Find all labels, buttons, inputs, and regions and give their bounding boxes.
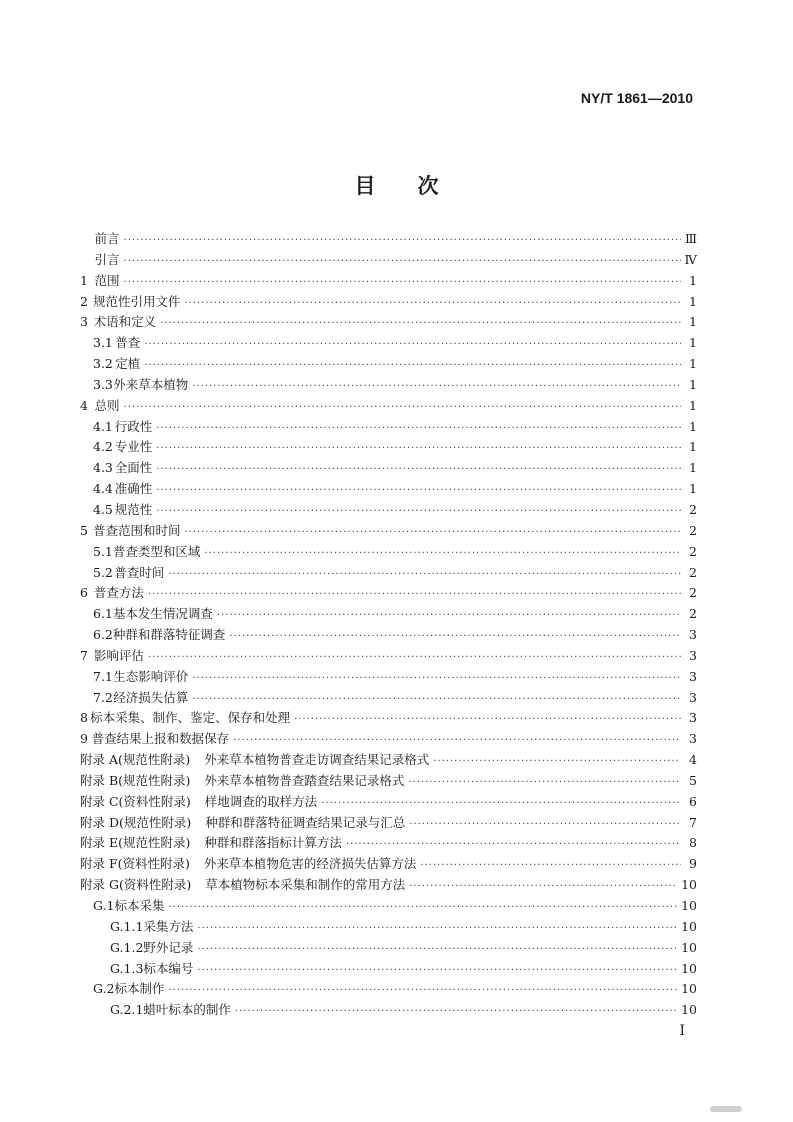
toc-entry-number: 附录 D(规范性附录) [80, 814, 192, 830]
toc-entry-label: 前言 [94, 231, 120, 246]
toc-entry-number: 附录 F(资料性附录) [80, 856, 190, 872]
toc-entry[interactable] [80, 375, 697, 396]
toc-entry-page: 6 [689, 793, 697, 809]
toc-entry-label: 蜡叶标本的制作 [143, 1002, 231, 1018]
toc-entry-number: 3 [80, 314, 88, 330]
toc-entry[interactable] [80, 604, 697, 625]
toc-dot-leader [156, 439, 681, 460]
toc-entry[interactable] [80, 771, 697, 792]
toc-dot-leader [168, 981, 677, 1002]
toc-entry-label: 规范性引用文件 [92, 293, 181, 309]
toc-dot-leader [124, 252, 681, 273]
toc-entry[interactable] [80, 708, 697, 729]
toc-entry[interactable] [80, 437, 697, 458]
toc-dot-leader [144, 356, 681, 377]
toc-entry-number: 5.1 [93, 543, 113, 559]
toc-entry-number: 3.2 [93, 356, 113, 372]
scan-mark [710, 1106, 742, 1112]
toc-dot-leader [235, 1002, 677, 1023]
toc-entry-page: 3 [689, 668, 697, 684]
toc-dot-leader [409, 815, 681, 836]
toc-entry-label: 总则 [94, 397, 120, 413]
toc-entry-page: 4 [689, 752, 697, 768]
toc-entry[interactable] [80, 833, 697, 854]
toc-entry-number: 2 [80, 293, 88, 309]
toc-entry-number: 7 [80, 647, 88, 663]
toc-entry-label: 外来草本植物危害的经济损失估算方法 [203, 856, 417, 872]
toc-entry-number: 3.1 [93, 335, 113, 351]
toc-dot-leader [148, 585, 681, 606]
toc-entry-page: 1 [689, 356, 697, 372]
toc-entry-label: 标本采集 [114, 898, 165, 913]
toc-entry[interactable] [80, 500, 697, 521]
toc-entry-number: G.1.2 [110, 939, 144, 955]
toc-entry[interactable] [80, 271, 697, 292]
toc-entry[interactable] [80, 729, 697, 750]
toc-entry-page: 3 [689, 627, 697, 643]
toc-entry-number: 5 [80, 522, 88, 538]
toc-entry-label: 基本发生情况调查 [112, 606, 213, 622]
toc-dot-leader [408, 773, 681, 794]
toc-entry[interactable] [80, 333, 697, 354]
toc-entry[interactable] [80, 563, 697, 584]
toc-entry[interactable] [80, 667, 697, 688]
toc-dot-leader [192, 669, 681, 690]
toc-entry-number: 4.3 [93, 460, 113, 476]
toc-entry-page: 10 [681, 1002, 697, 1018]
toc-dot-leader [124, 231, 681, 252]
toc-entry-number: 4 [80, 397, 88, 413]
toc-entry-number: G.1 [93, 898, 115, 913]
toc-entry-page: 1 [689, 272, 697, 288]
toc-dot-leader [197, 940, 677, 961]
toc-entry-label: 普查类型和区域 [112, 543, 201, 559]
toc-entry[interactable] [80, 583, 697, 604]
toc-entry[interactable] [80, 792, 697, 813]
toc-dot-leader [346, 835, 681, 856]
toc-entry-number: 附录 B(规范性附录) [80, 772, 191, 788]
toc-entry-label: 种群和群落特征调查 [112, 627, 226, 643]
toc-entry[interactable] [80, 917, 697, 938]
toc-entry-label: 外来草本植物普查踏查结果记录格式 [204, 772, 405, 788]
toc-entry-page: 8 [689, 835, 697, 851]
toc-entry-page: 2 [689, 543, 697, 559]
toc-entry-page: 10 [681, 898, 697, 913]
toc-dot-leader [204, 544, 681, 565]
toc-dot-leader [197, 961, 677, 982]
toc-entry-number: 7.1 [93, 668, 113, 684]
toc-dot-leader [124, 273, 681, 294]
toc-entry-number: 4.4 [93, 481, 113, 497]
toc-entry-label: 野外记录 [143, 939, 194, 955]
toc-entry-number: 8 [80, 710, 88, 726]
toc-entry-label: 外来草本植物 [113, 376, 189, 392]
table-of-contents [80, 229, 697, 1021]
toc-entry-number: 4.1 [93, 418, 113, 434]
toc-entry-number: 附录 A(规范性附录) [80, 752, 191, 768]
page-title: 目次 [354, 174, 481, 198]
toc-entry-number: 5.2 [93, 564, 113, 580]
toc-entry[interactable] [80, 979, 697, 1000]
toc-entry-page: 7 [689, 814, 697, 830]
toc-entry-page: 1 [689, 481, 697, 497]
toc-dot-leader [192, 377, 681, 398]
toc-entry-page: 10 [681, 981, 697, 997]
toc-entry-page: Ⅳ [684, 251, 697, 267]
toc-entry-page: 5 [689, 772, 697, 788]
toc-entry-label: 标本采集、制作、鉴定、保存和处理 [90, 710, 291, 726]
toc-entry-page: 1 [689, 418, 697, 434]
toc-entry-page: 1 [689, 376, 697, 392]
toc-entry-label: 生态影响评价 [113, 668, 189, 684]
toc-entry-label: 准确性 [114, 481, 153, 497]
toc-entry-label: 采集方法 [143, 918, 194, 934]
standard-code: NY/T 1861—2010 [580, 90, 693, 106]
toc-entry-page: 1 [689, 293, 697, 309]
toc-dot-leader [420, 856, 681, 877]
toc-entry-page: 10 [681, 877, 697, 893]
toc-entry-page: 2 [689, 501, 697, 517]
toc-entry-label: 样地调查的取样方法 [204, 793, 318, 809]
toc-entry[interactable] [80, 229, 697, 250]
toc-entry-page: 10 [681, 918, 697, 934]
toc-entry-number: G.1.3 [110, 960, 144, 976]
toc-entry-page: 9 [689, 856, 697, 872]
toc-entry-label: 影响评估 [93, 647, 144, 663]
toc-dot-leader [168, 898, 677, 919]
toc-entry[interactable] [80, 646, 697, 667]
toc-dot-leader [233, 731, 681, 752]
toc-entry-label: 普查 [115, 335, 141, 351]
toc-entry-page: 10 [681, 939, 697, 955]
toc-entry-number: 附录 E(规范性附录) [80, 835, 191, 851]
toc-entry-label: 定植 [115, 356, 141, 372]
toc-entry-label: 范围 [94, 272, 120, 288]
toc-entry[interactable] [80, 625, 697, 646]
toc-entry[interactable] [80, 417, 697, 438]
toc-entry-number: G.2 [93, 981, 115, 997]
footer-page-number: I [679, 1023, 685, 1039]
toc-entry-page: 1 [689, 397, 697, 413]
toc-entry[interactable] [80, 959, 697, 980]
toc-dot-leader [168, 565, 681, 586]
toc-entry[interactable] [80, 854, 697, 875]
toc-dot-leader [217, 606, 681, 627]
toc-entry-label: 种群和群落指标计算方法 [204, 835, 342, 851]
toc-entry[interactable] [80, 813, 697, 834]
toc-entry-page: 2 [689, 564, 697, 580]
toc-entry[interactable] [80, 750, 697, 771]
toc-entry-label: 规范性 [114, 501, 153, 517]
toc-entry-label: 全面性 [114, 460, 153, 476]
toc-entry-number: 4.5 [93, 501, 113, 517]
toc-dot-leader [148, 648, 681, 669]
toc-dot-leader [321, 794, 681, 815]
toc-entry-label: 种群和群落特征调查结果记录与汇总 [205, 814, 406, 830]
toc-entry-label: 术语和定义 [93, 314, 157, 330]
toc-entry-number: 附录 G(资料性附录) [80, 877, 192, 893]
toc-dot-leader [192, 690, 681, 711]
toc-entry-number: 附录 C(资料性附录) [80, 793, 191, 809]
toc-entry-label: 外来草本植物普查走访调查结果记录格式 [204, 752, 430, 768]
toc-entry-label: 经济损失估算 [113, 689, 189, 705]
toc-entry-page: 2 [689, 522, 697, 538]
toc-dot-leader [433, 752, 681, 773]
toc-entry-page: 10 [681, 960, 697, 976]
toc-entry-label: 标本制作 [114, 981, 165, 997]
toc-entry[interactable] [80, 542, 697, 563]
toc-dot-leader [184, 523, 681, 544]
toc-entry-page: 1 [689, 460, 697, 476]
toc-dot-leader [156, 481, 681, 502]
toc-entry-number: 6.2 [93, 627, 113, 643]
toc-entry-label: 引言 [94, 251, 120, 267]
toc-entry-number: 3.3 [93, 376, 113, 392]
toc-entry[interactable] [80, 312, 697, 333]
toc-entry-label: 普查时间 [114, 564, 165, 580]
toc-entry[interactable] [80, 875, 697, 896]
toc-dot-leader [144, 335, 681, 356]
toc-dot-leader [156, 502, 681, 523]
toc-entry[interactable] [80, 688, 697, 709]
toc-entry-number: G.1.1 [110, 918, 144, 934]
toc-dot-leader [160, 314, 681, 335]
toc-dot-leader [184, 294, 681, 315]
toc-dot-leader [156, 460, 681, 481]
toc-entry-label: 专业性 [114, 439, 153, 455]
toc-dot-leader [156, 419, 681, 440]
toc-entry[interactable] [80, 896, 697, 917]
toc-entry-number: 4.2 [93, 439, 113, 455]
toc-entry-page: 1 [689, 314, 697, 330]
toc-entry[interactable] [80, 396, 697, 417]
toc-entry[interactable] [80, 458, 697, 479]
toc-dot-leader [409, 877, 677, 898]
toc-dot-leader [197, 919, 677, 940]
toc-entry-number: 9 [80, 731, 88, 747]
toc-entry-label: 普查范围和时间 [92, 522, 181, 538]
toc-dot-leader [124, 398, 681, 419]
toc-entry-page: 2 [689, 606, 697, 622]
toc-entry-label: 普查方法 [93, 585, 144, 601]
toc-entry-page: Ⅲ [684, 231, 697, 246]
toc-entry-label: 标本编号 [143, 960, 194, 976]
toc-entry-label: 普查结果上报和数据保存 [91, 731, 230, 747]
toc-entry-page: 1 [689, 335, 697, 351]
toc-entry-number: G.2.1 [110, 1002, 144, 1018]
toc-entry-page: 3 [689, 710, 697, 726]
toc-entry[interactable] [80, 479, 697, 500]
toc-entry-page: 3 [689, 647, 697, 663]
toc-entry-label: 草本植物标本采集和制作的常用方法 [205, 877, 406, 893]
toc-entry[interactable] [80, 354, 697, 375]
toc-entry-number: 6 [80, 585, 88, 601]
toc-entry-page: 3 [689, 731, 697, 747]
toc-entry-label: 行政性 [114, 418, 153, 434]
toc-entry-number: 6.1 [93, 606, 113, 622]
toc-entry-page: 2 [689, 585, 697, 601]
toc-entry[interactable] [80, 250, 697, 271]
toc-entry[interactable] [80, 1000, 697, 1021]
toc-entry[interactable] [80, 521, 697, 542]
toc-dot-leader [294, 710, 681, 731]
toc-entry[interactable] [80, 292, 697, 313]
toc-entry[interactable] [80, 938, 697, 959]
toc-dot-leader [229, 627, 681, 648]
toc-entry-page: 3 [689, 689, 697, 705]
toc-entry-number: 1 [80, 272, 88, 288]
toc-entry-number: 7.2 [93, 689, 113, 705]
toc-entry-page: 1 [689, 439, 697, 455]
